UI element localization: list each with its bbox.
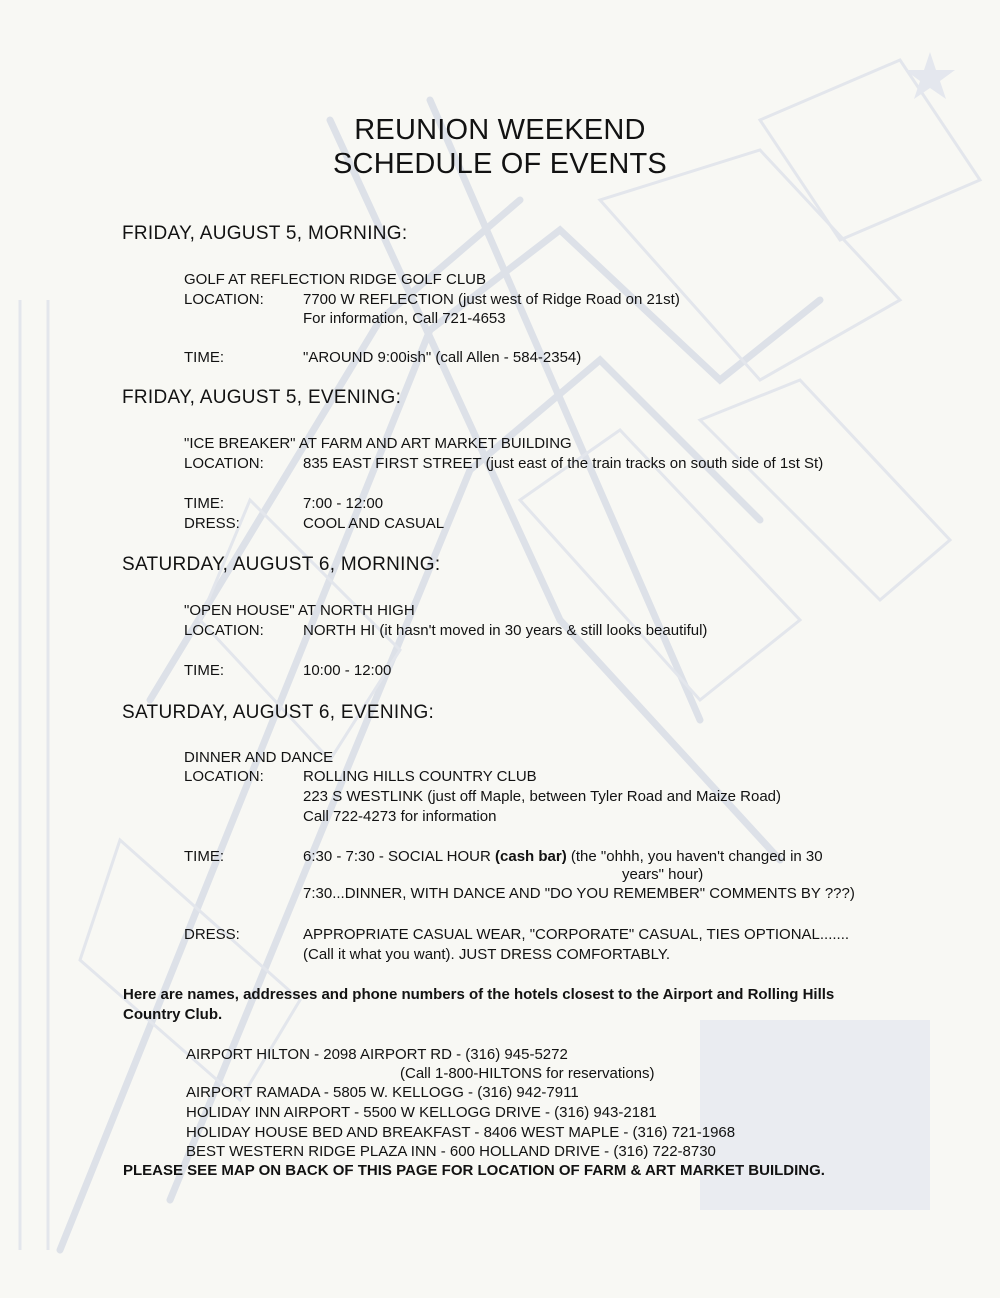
time-label: TIME:	[184, 349, 224, 366]
event-heading-friday-morning: FRIDAY, AUGUST 5, MORNING:	[122, 223, 408, 244]
event-name: DINNER AND DANCE	[184, 749, 334, 766]
time-label: TIME:	[184, 848, 224, 865]
location-address: 223 S WESTLINK (just off Maple, between Tyler Road and Maize Road)	[303, 788, 782, 805]
location-label: LOCATION:	[184, 455, 264, 472]
time-value: 7:00 - 12:00	[303, 495, 384, 512]
cash-bar-text: (cash bar)	[495, 848, 567, 865]
page-title-line-2: SCHEDULE OF EVENTS	[333, 148, 667, 180]
event-heading-saturday-morning: SATURDAY, AUGUST 6, MORNING:	[122, 554, 441, 575]
social-hour-quote-continued: years" hour)	[622, 866, 704, 883]
location-value: ROLLING HILLS COUNTRY CLUB	[303, 768, 537, 785]
location-value: 7700 W REFLECTION (just west of Ridge Road on 21st)	[303, 291, 680, 308]
dress-label: DRESS:	[184, 926, 240, 943]
event-name: GOLF AT REFLECTION RIDGE GOLF CLUB	[184, 271, 486, 288]
social-hour-text: 6:30 - 7:30 - SOCIAL HOUR	[303, 848, 496, 865]
event-name: "OPEN HOUSE" AT NORTH HIGH	[184, 602, 415, 619]
location-label: LOCATION:	[184, 291, 264, 308]
event-heading-friday-evening: FRIDAY, AUGUST 5, EVENING:	[122, 387, 402, 408]
location-info: Call 722-4273 for information	[303, 808, 497, 825]
location-value: 835 EAST FIRST STREET (just east of the train tracks on south side of 1st St)	[303, 455, 824, 472]
hotel-item-note: (Call 1-800-HILTONS for reservations)	[400, 1065, 655, 1082]
location-info: For information, Call 721-4653	[303, 310, 506, 327]
dress-value-line-2: (Call it what you want). JUST DRESS COMFORTABLY.	[303, 946, 671, 963]
event-name: "ICE BREAKER" AT FARM AND ART MARKET BUILDING	[184, 435, 572, 452]
time-label: TIME:	[184, 495, 224, 512]
location-label: LOCATION:	[184, 622, 264, 639]
dress-label: DRESS:	[184, 515, 240, 532]
page-title-line-1: REUNION WEEKEND	[354, 114, 646, 146]
event-heading-saturday-evening: SATURDAY, AUGUST 6, EVENING:	[122, 702, 435, 723]
hotels-intro-line-1: Here are names, addresses and phone numbers of the hotels closest to the Airport and Rolling Hills	[123, 986, 835, 1003]
dress-value-line-1: APPROPRIATE CASUAL WEAR, "CORPORATE" CASUAL, TIES OPTIONAL.......	[303, 926, 850, 943]
dress-value: COOL AND CASUAL	[303, 515, 445, 532]
time-value-line-1	[303, 848, 823, 865]
hotel-item: BEST WESTERN RIDGE PLAZA INN - 600 HOLLAND DRIVE - (316) 722-8730	[186, 1143, 716, 1160]
location-value: NORTH HI (it hasn't moved in 30 years & still looks beautiful)	[303, 622, 708, 639]
footer-note: PLEASE SEE MAP ON BACK OF THIS PAGE FOR LOCATION OF FARM & ART MARKET BUILDING.	[123, 1162, 825, 1179]
time-value: "AROUND 9:00ish" (call Allen - 584-2354)	[303, 349, 582, 366]
time-label: TIME:	[184, 662, 224, 679]
location-label: LOCATION:	[184, 768, 264, 785]
time-value: 10:00 - 12:00	[303, 662, 392, 679]
hotel-item: HOLIDAY INN AIRPORT - 5500 W KELLOGG DRIVE - (316) 943-2181	[186, 1104, 657, 1121]
star-mark-watermark	[905, 52, 955, 99]
time-value-line-2: 7:30...DINNER, WITH DANCE AND "DO YOU REMEMBER" COMMENTS BY ???)	[303, 885, 855, 902]
social-hour-quote: (the "ohhh, you haven't changed in 30	[566, 848, 823, 865]
hotel-item: AIRPORT RAMADA - 5805 W. KELLOGG - (316) 942-7911	[186, 1084, 579, 1101]
hotels-intro-line-2: Country Club.	[123, 1006, 223, 1023]
hotel-item: AIRPORT HILTON - 2098 AIRPORT RD - (316) 945-5272	[186, 1046, 568, 1063]
hotel-item: HOLIDAY HOUSE BED AND BREAKFAST - 8406 WEST MAPLE - (316) 721-1968	[186, 1124, 736, 1141]
